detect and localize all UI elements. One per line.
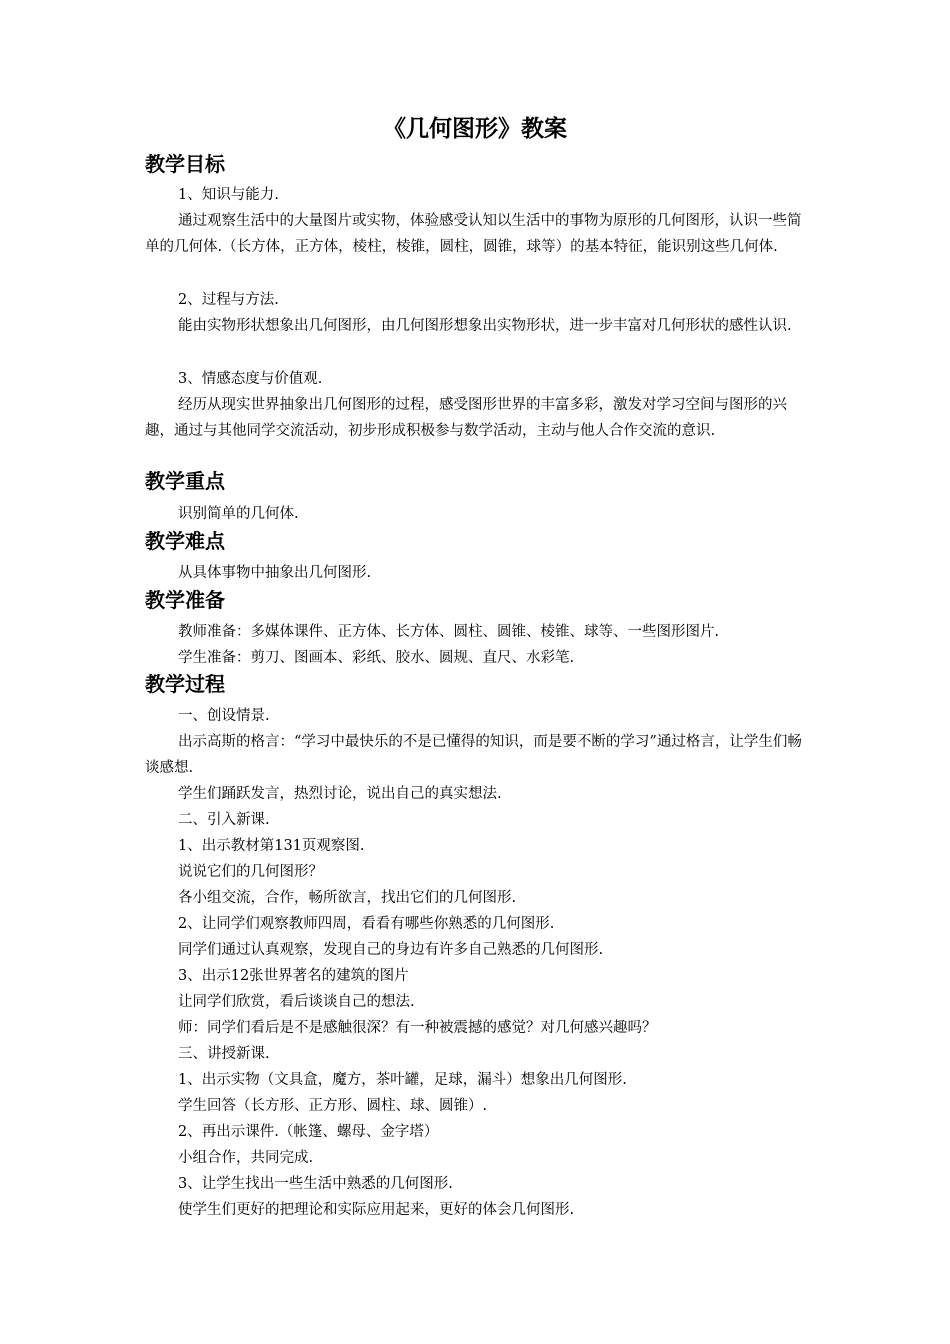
process-line: 小组合作，共同完成.: [178, 1150, 314, 1166]
heading-key: 教学重点: [145, 469, 225, 493]
heading-difficulty: 教学难点: [145, 529, 225, 553]
paragraph: 3、情感态度与价值观.: [178, 371, 323, 387]
process-line: 2、让同学们观察教师四周，看看有哪些你熟悉的几何图形.: [178, 916, 555, 932]
process-line: 学生回答（长方形、正方形、圆柱、球、圆锥）.: [178, 1098, 488, 1114]
paragraph: 学生准备：剪刀、图画本、彩纸、胶水、圆规、直尺、水彩笔.: [178, 650, 575, 666]
process-line: 学生们踊跃发言，热烈讨论，说出自己的真实想法.: [178, 786, 502, 802]
process-line: 二、引入新课.: [178, 812, 270, 828]
process-line: 一、创设情景.: [178, 708, 270, 724]
paragraph: 通过观察生活中的大量图片或实物，体验感受认知以生活中的事物为原形的几何图形，认识一些简单的几何体.（长方体，正方体，棱柱，棱锥，圆柱，圆锥，球等）的基本特征，能识别这些几何体.: [145, 213, 802, 255]
document-title: 《几何图形》教案: [383, 116, 567, 142]
process-line: 让同学们欣赏，看后谈谈自己的想法.: [178, 994, 415, 1010]
paragraph: 识别简单的几何体.: [178, 506, 299, 522]
process-line: 同学们通过认真观察，发现自己的身边有许多自己熟悉的几何图形.: [178, 942, 604, 958]
paragraph: 经历从现实世界抽象出几何图形的过程，感受图形世界的丰富多彩，激发对学习空间与图形的兴趣，通过与其他同学交流活动，初步形成积极参与数学活动，主动与他人合作交流的意识.: [145, 397, 787, 439]
process-line: 出示高斯的格言：“学习中最快乐的不是已懂得的知识，而是要不断的学习”通过格言，让学生们畅谈感想.: [145, 734, 802, 776]
process-line: 1、出示实物（文具盒，魔方，茶叶罐，足球，漏斗）想象出几何图形.: [178, 1072, 627, 1088]
paragraph: 从具体事物中抽象出几何图形.: [178, 565, 372, 581]
heading-goals: 教学目标: [145, 152, 225, 176]
process-line: 使学生们更好的把理论和实际应用起来，更好的体会几何图形.: [178, 1202, 575, 1218]
heading-prep: 教学准备: [145, 588, 225, 612]
paragraph: 2、过程与方法.: [178, 292, 279, 308]
paragraph: 1、知识与能力.: [178, 187, 279, 203]
process-line: 3、出示12张世界著名的建筑的图片: [178, 968, 409, 984]
process-line: 1、出示教材第131页观察图.: [178, 838, 365, 854]
process-line: 3、让学生找出一些生活中熟悉的几何图形.: [178, 1176, 453, 1192]
heading-process: 教学过程: [145, 672, 225, 696]
process-line: 师：同学们看后是不是感触很深？有一种被震撼的感觉？对几何感兴趣吗？: [178, 1020, 657, 1036]
process-line: 2、再出示课件.（帐篷、螺母、金字塔）: [178, 1124, 439, 1140]
paragraph: 能由实物形状想象出几何图形，由几何图形想象出实物形状，进一步丰富对几何形状的感性认识.: [178, 318, 792, 334]
process-line: 各小组交流，合作，畅所欲言，找出它们的几何图形.: [178, 890, 517, 906]
process-line: 说说它们的几何图形？: [178, 864, 323, 880]
process-line: 三、讲授新课.: [178, 1046, 270, 1062]
paragraph: 教师准备：多媒体课件、正方体、长方体、圆柱、圆锥、棱锥、球等、一些图形图片.: [178, 624, 720, 640]
